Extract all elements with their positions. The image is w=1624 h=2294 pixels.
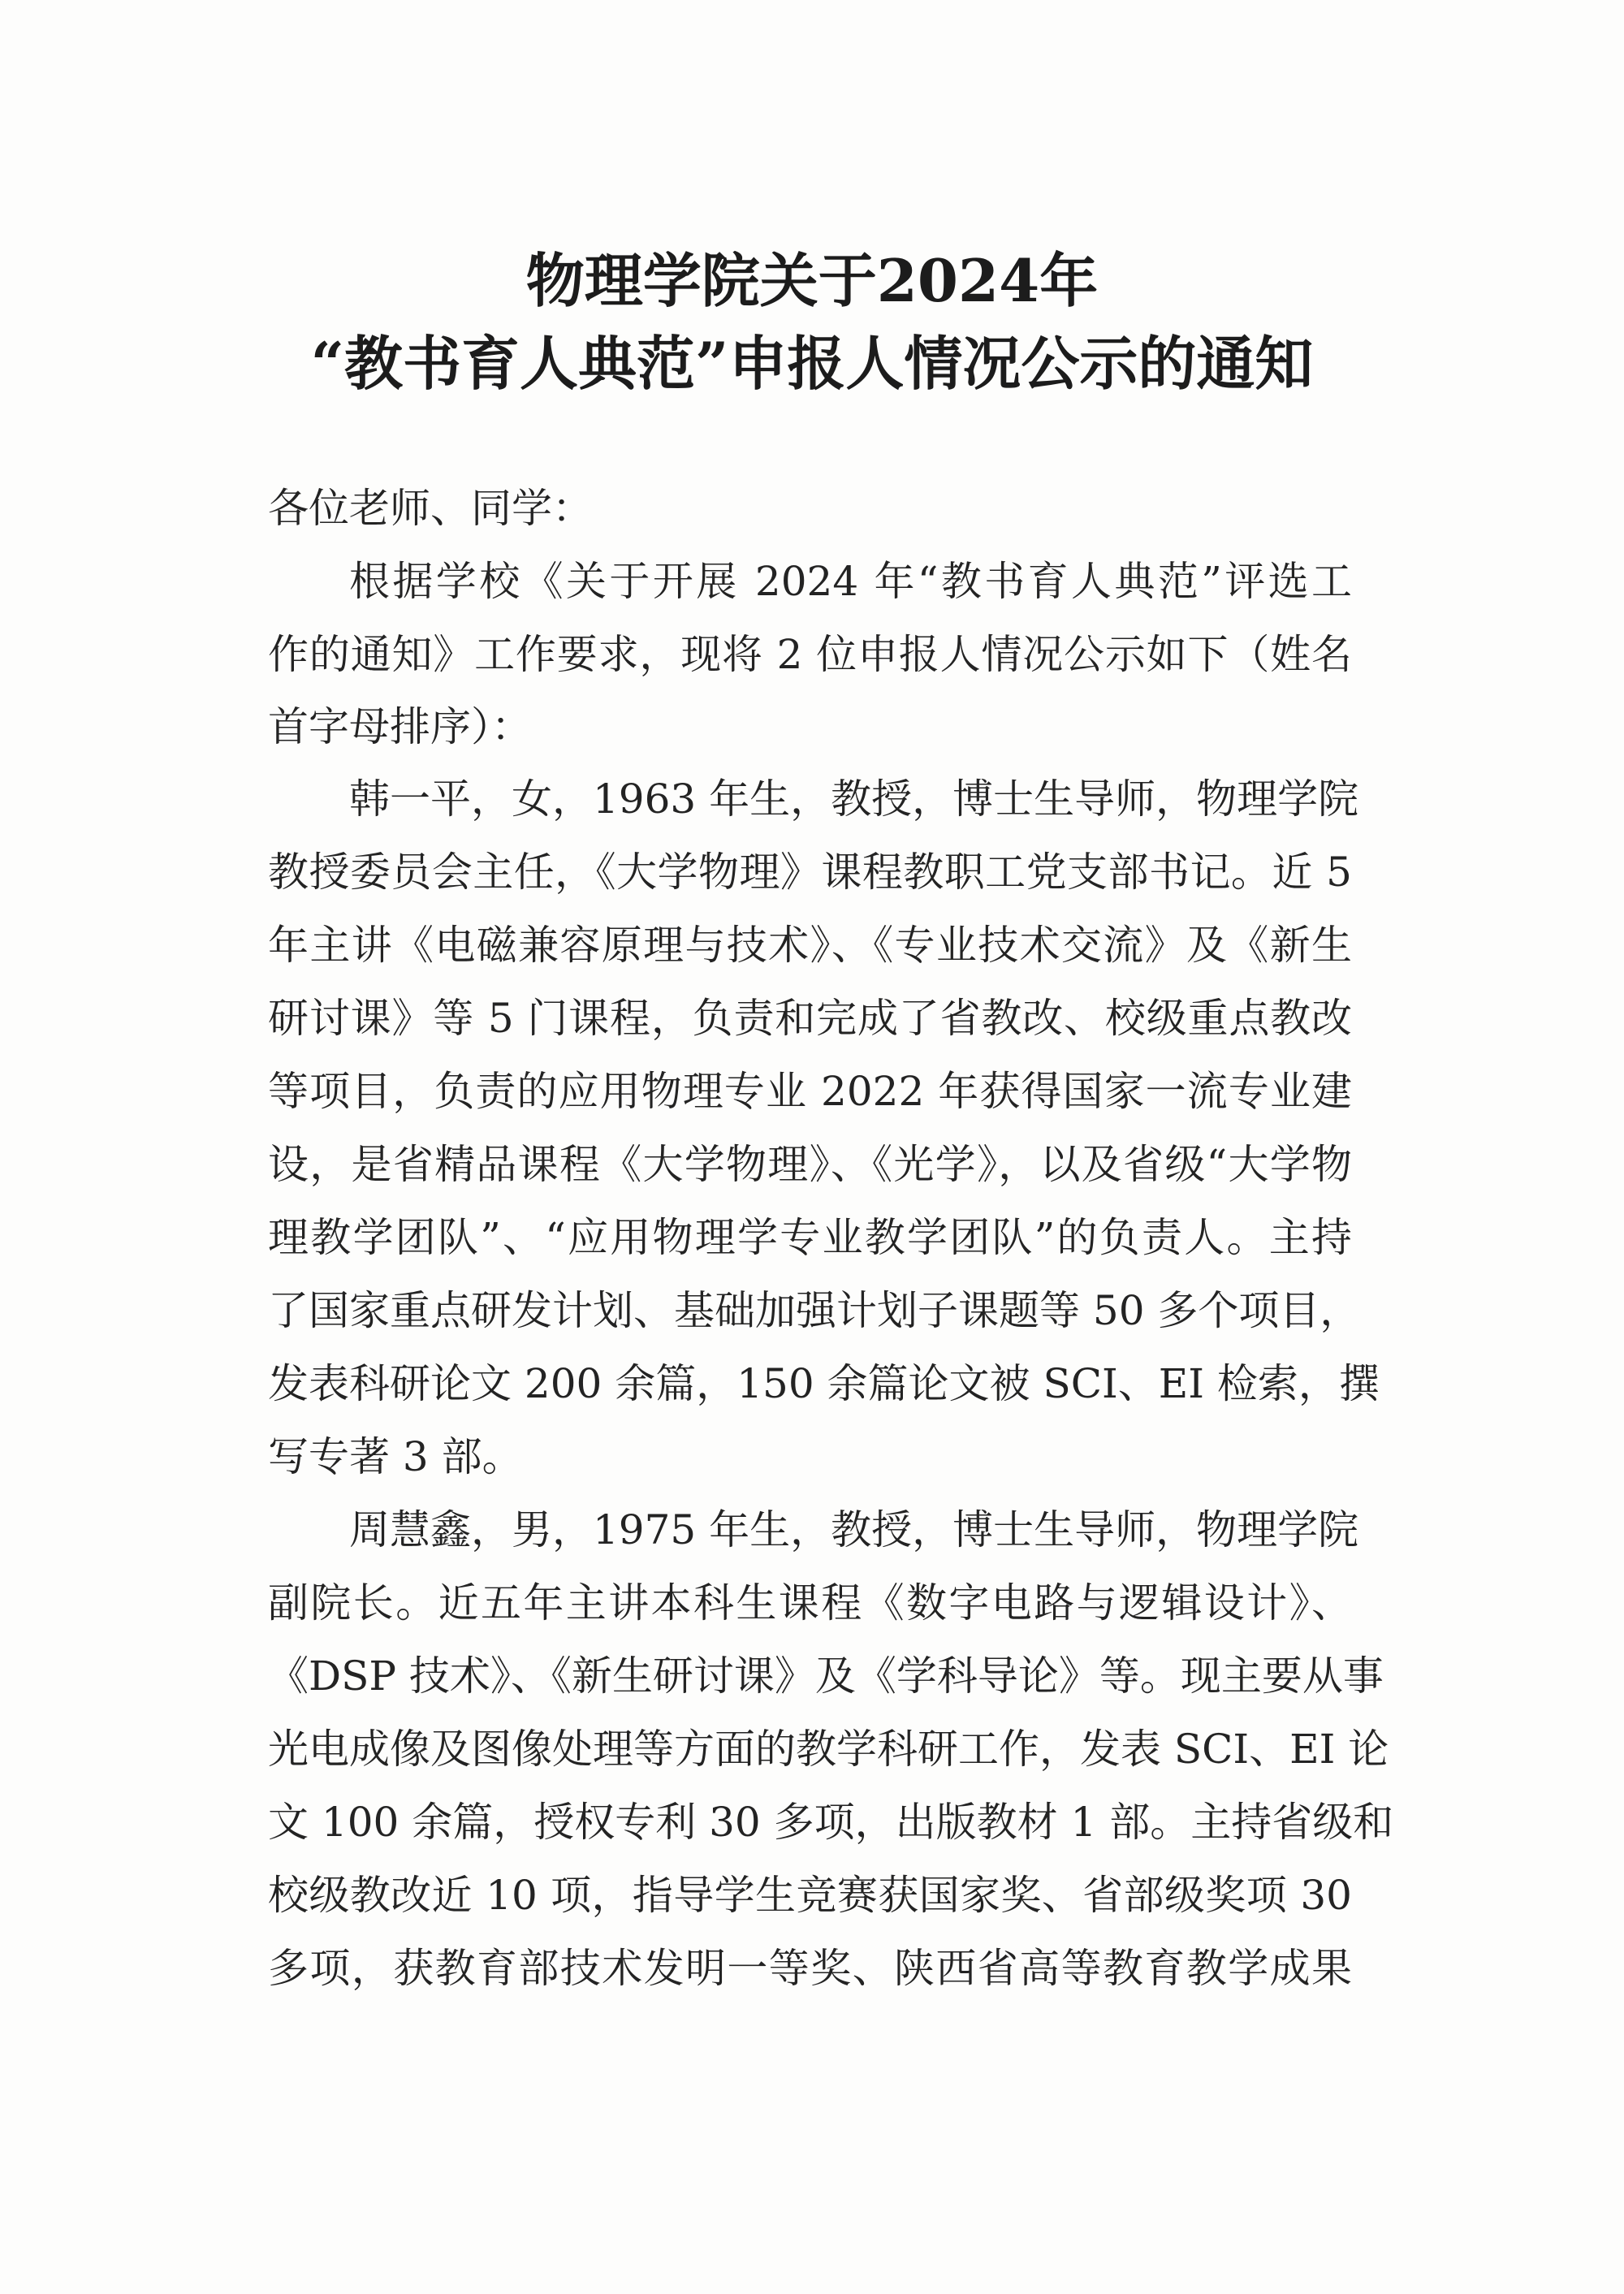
paragraph-line: 教授委员会主任，《大学物理》课程教职工党支部书记。近 5 <box>268 849 1352 896</box>
salutation: 各位老师、同学： <box>268 485 593 532</box>
paragraph-line: 校级教改近 10 项，指导学生竞赛获国家奖、省部级奖项 30 <box>268 1872 1352 1919</box>
document-title-line-2: “教书育人典范”申报人情况公示的通知 <box>310 329 1314 398</box>
paragraph-line: 周慧鑫，男，1975 年生，教授，博士生导师，物理学院 <box>349 1506 1359 1553</box>
paragraph-line: 文 100 余篇，授权专利 30 多项，出版教材 1 部。主持省级和 <box>268 1799 1394 1846</box>
paragraph-line: 多项，获教育部技术发明一等奖、陕西省高等教育教学成果 <box>268 1945 1352 1992</box>
paragraph-line: 年主讲《电磁兼容原理与技术》、《专业技术交流》及《新生 <box>268 922 1352 969</box>
paragraph-line: 作的通知》工作要求，现将 2 位申报人情况公示如下（姓名 <box>268 631 1352 678</box>
paragraph-line: 理教学团队”、“应用物理学专业教学团队”的负责人。主持 <box>268 1214 1352 1261</box>
paragraph-line: 《DSP 技术》、《新生研讨课》及《学科导论》等。现主要从事 <box>268 1652 1384 1700</box>
paragraph-line: 光电成像及图像处理等方面的教学科研工作，发表 SCI、EI 论 <box>268 1726 1389 1773</box>
paragraph-line: 根据学校《关于开展 2024 年“教书育人典范”评选工 <box>349 558 1352 605</box>
paragraph-line: 写专著 3 部。 <box>268 1433 523 1480</box>
paragraph-line: 副院长。近五年主讲本科生课程《数字电路与逻辑设计》、 <box>268 1579 1352 1627</box>
paragraph-line: 发表科研论文 200 余篇，150 余篇论文被 SCI、EI 检索，撰 <box>268 1360 1380 1407</box>
paragraph-line: 设，是省精品课程《大学物理》、《光学》，以及省级“大学物 <box>268 1141 1352 1188</box>
paragraph-line: 研讨课》等 5 门课程，负责和完成了省教改、校级重点教改 <box>268 995 1352 1042</box>
paragraph-line: 等项目，负责的应用物理专业 2022 年获得国家一流专业建 <box>268 1068 1352 1115</box>
paragraph-line: 首字母排序）： <box>268 703 532 750</box>
paragraph-line: 韩一平，女，1963 年生，教授，博士生导师，物理学院 <box>349 775 1359 823</box>
document-title-line-1: 物理学院关于2024年 <box>525 246 1099 315</box>
paragraph-line: 了国家重点研发计划、基础加强计划子课题等 50 多个项目， <box>268 1287 1361 1334</box>
